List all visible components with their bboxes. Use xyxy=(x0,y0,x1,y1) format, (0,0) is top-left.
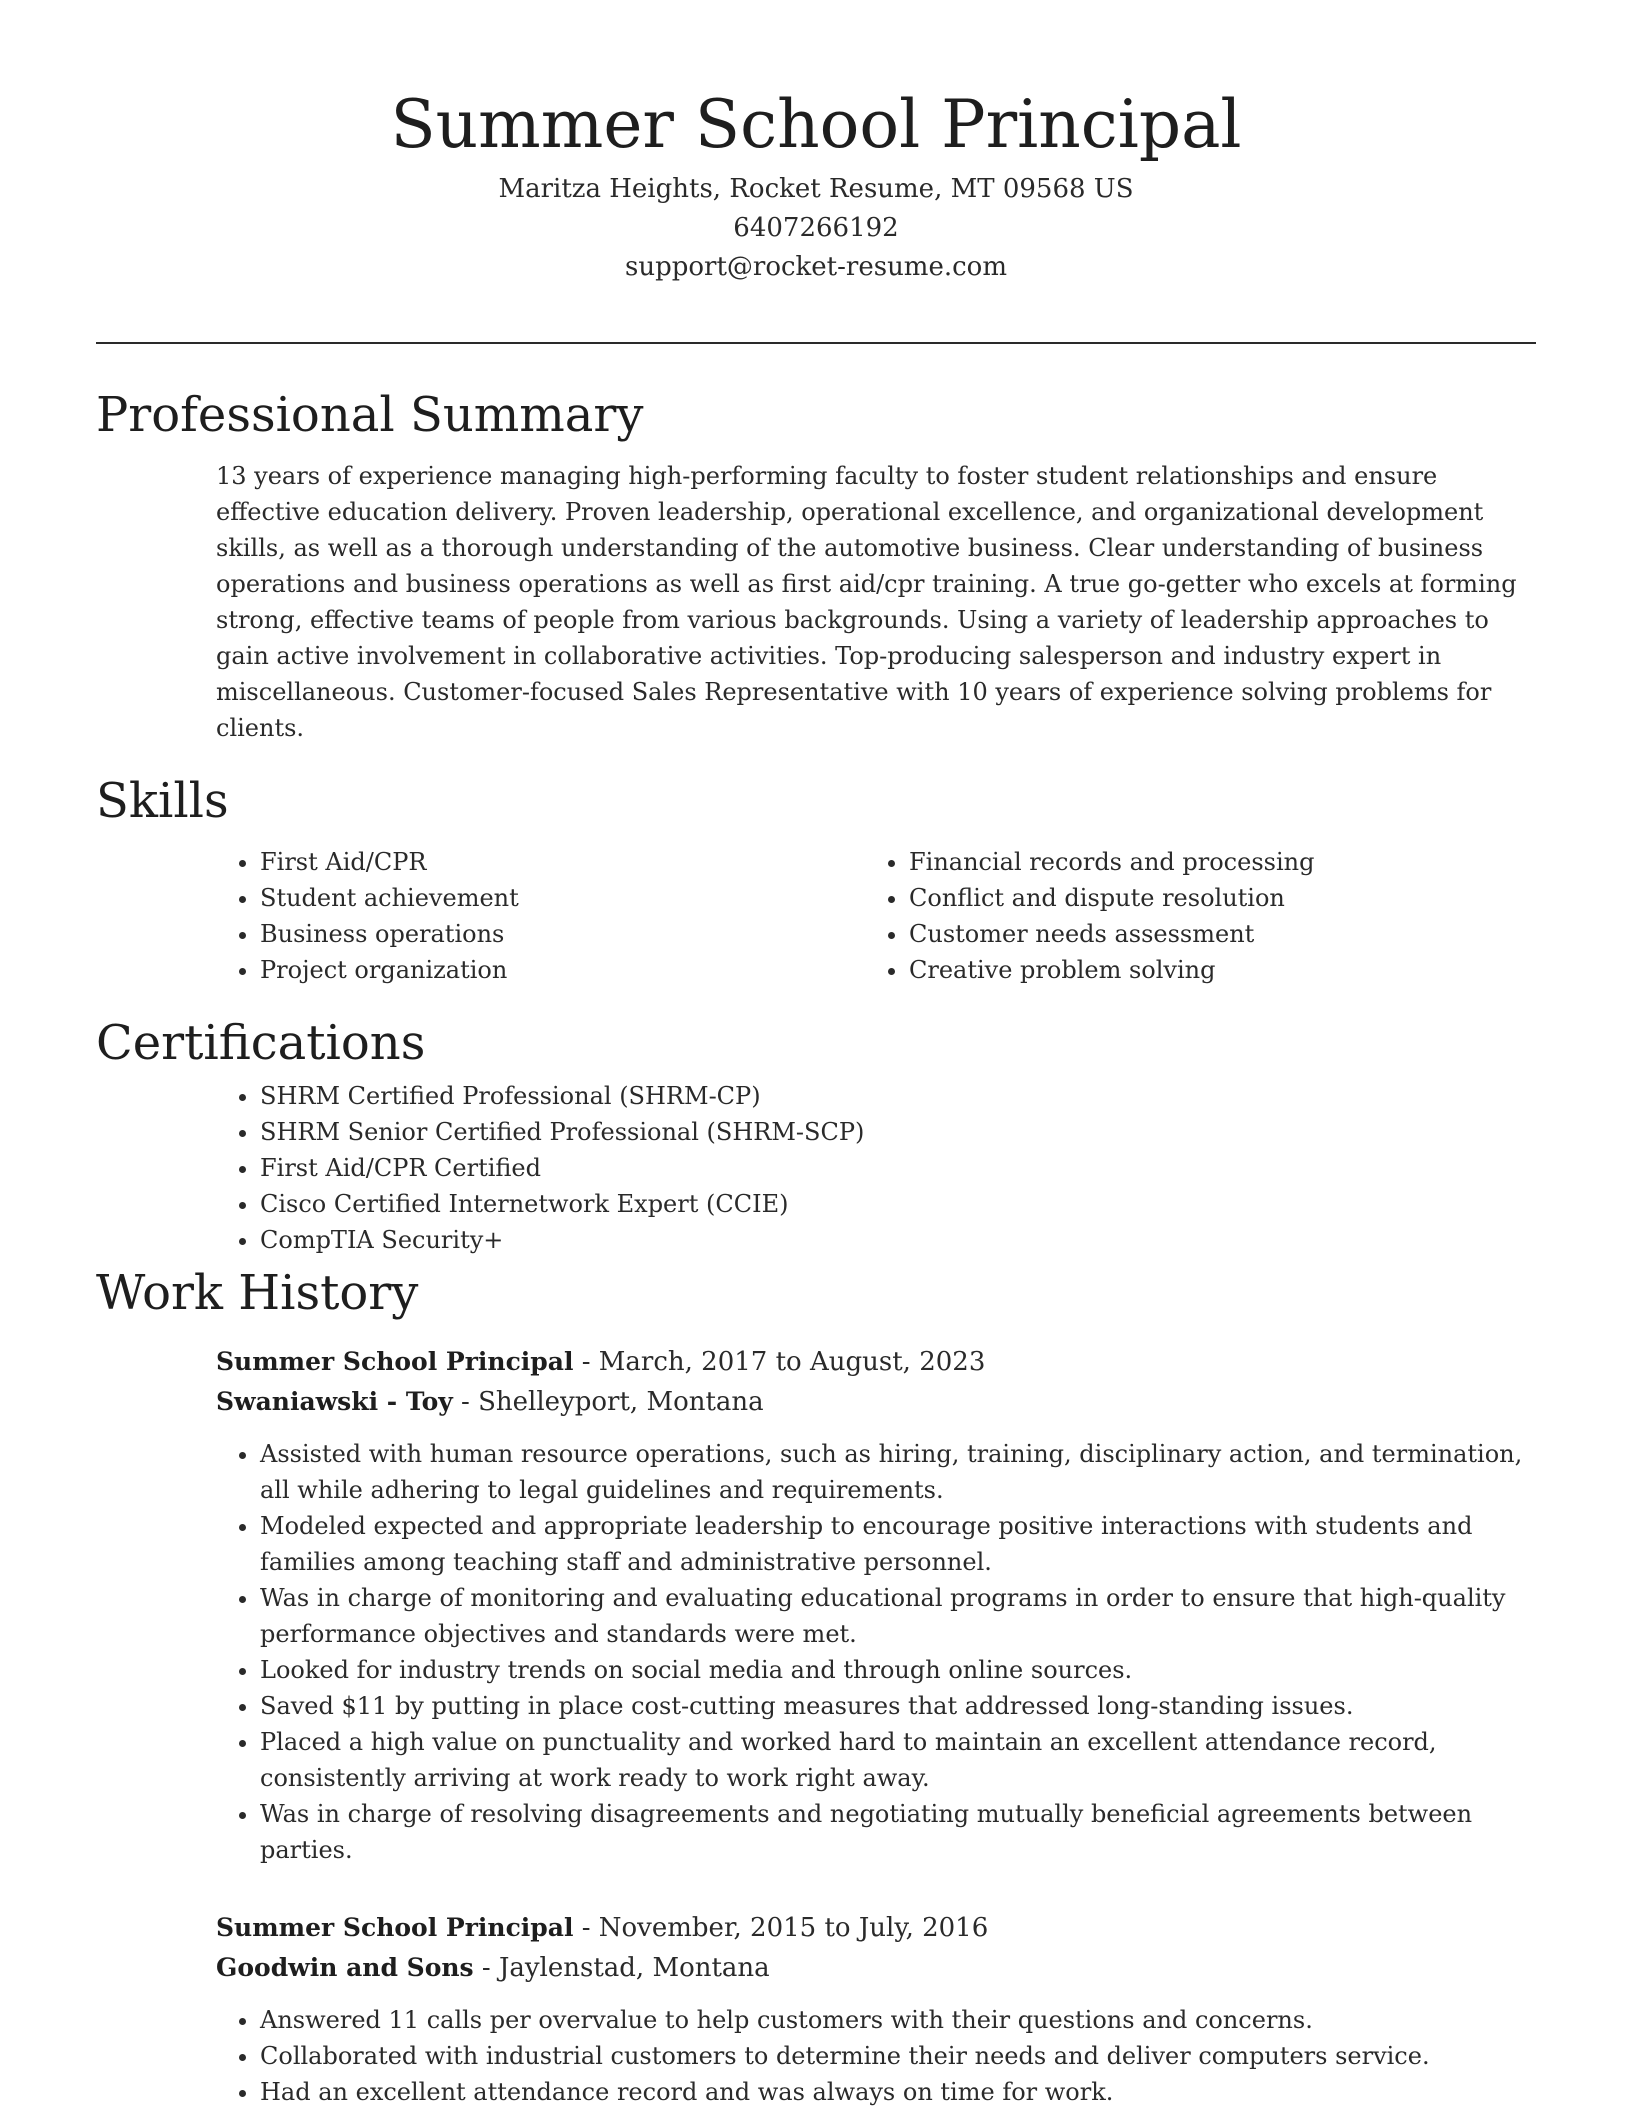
skill-item: • Creative problem solving xyxy=(909,952,1558,988)
skill-item: • Student achievement xyxy=(260,880,909,916)
job-location: - Jaylenstad, Montana xyxy=(473,1953,770,1983)
skill-item: • Project organization xyxy=(260,952,909,988)
skills-section xyxy=(96,766,1536,988)
job-role: Summer School Principal xyxy=(216,1347,574,1376)
certification-item: • First Aid/CPR Certified xyxy=(260,1150,1536,1186)
certifications-list xyxy=(96,1078,1536,1258)
section-title-summary: Professional Summary xyxy=(96,387,644,443)
skill-item: • Business operations xyxy=(260,916,909,952)
job-bullet: • Looked for industry trends on social media and through online sources. xyxy=(260,1652,1536,1688)
section-title-certifications: Certifications xyxy=(96,1015,426,1071)
header-divider xyxy=(96,342,1536,344)
section-title-work-history: Work History xyxy=(96,1265,419,1321)
job-title-line xyxy=(216,1342,1536,1382)
job-bullet: • Saved $11 by putting in place cost-cutting measures that addressed long-standing issues. xyxy=(260,1688,1536,1724)
job-role: Summer School Principal xyxy=(216,1913,574,1942)
certification-item: • SHRM Senior Certified Professional (SHRM-SCP) xyxy=(260,1114,1536,1150)
resume-body xyxy=(96,380,1536,2110)
job-bullet: • Had an excellent attendance record and was always on time for work. xyxy=(260,2074,1536,2110)
work-history-section xyxy=(96,1258,1536,2110)
resume-header xyxy=(96,80,1536,287)
certification-item: • CompTIA Security+ xyxy=(260,1222,1536,1258)
skills-column-1 xyxy=(96,844,909,988)
job-bullet: • Collaborated with industrial customers to determine their needs and deliver computers service. xyxy=(260,2038,1536,2074)
job-bullet: • Answered 11 calls per overvalue to help customers with their questions and concerns. xyxy=(260,2002,1536,2038)
job-company-line xyxy=(216,1948,1536,1988)
contact-phone: 6407266192 xyxy=(733,213,899,243)
summary-text: 13 years of experience managing high-performing faculty to foster student relationships and ensure effective education delivery. Proven leadership, operational excellence, and organizational development skills, as well as a thorough understanding of the automotive business. Clear understanding of business operations and business operations as well as first aid/cpr training. A true go-getter who excels at forming strong, effective teams of people from various backgrounds. Using a variety of leadership approaches to gain active involvement in collaborative activities. Top-producing salesperson and industry expert in miscellaneous. Customer-focused Sales Representative with 10 years of experience solving problems for clients. xyxy=(216,462,1517,742)
job-bullets xyxy=(96,1436,1536,1868)
candidate-name: Summer School Principal xyxy=(390,86,1242,163)
job-dates: - November, 2015 to July, 2016 xyxy=(573,1913,989,1943)
job-bullet: • Was in charge of resolving disagreements and negotiating mutually beneficial agreements between parties. xyxy=(260,1796,1536,1868)
job-bullet: • Modeled expected and appropriate leadership to encourage positive interactions with students and families among teaching staff and administrative personnel. xyxy=(260,1508,1536,1580)
job-bullet: • Assisted with human resource operations, such as hiring, training, disciplinary action, and termination, all while adhering to legal guidelines and requirements. xyxy=(260,1436,1536,1508)
skills-column-2 xyxy=(909,844,1558,988)
job-company: Swaniawski - Toy xyxy=(216,1387,453,1416)
job-entry xyxy=(96,1908,1536,2110)
skills-grid xyxy=(96,844,1536,988)
summary-section xyxy=(96,380,1536,746)
section-title-skills: Skills xyxy=(96,773,229,829)
skill-item: • Conflict and dispute resolution xyxy=(909,880,1558,916)
certifications-section xyxy=(96,1008,1536,1258)
skill-item: • First Aid/CPR xyxy=(260,844,909,880)
job-bullets xyxy=(96,2002,1536,2110)
job-bullet: • Placed a high value on punctuality and worked hard to maintain an excellent attendance record, consistently arriving at work ready to work right away. xyxy=(260,1724,1536,1796)
job-entry xyxy=(96,1342,1536,1868)
certification-item: • Cisco Certified Internetwork Expert (CCIE) xyxy=(260,1186,1536,1222)
job-title-line xyxy=(216,1908,1536,1948)
skill-item: • Customer needs assessment xyxy=(909,916,1558,952)
certification-item: • SHRM Certified Professional (SHRM-CP) xyxy=(260,1078,1536,1114)
job-bullet: • Was in charge of monitoring and evaluating educational programs in order to ensure that high-quality performance objectives and standards were met. xyxy=(260,1580,1536,1652)
job-company: Goodwin and Sons xyxy=(216,1953,474,1982)
contact-email: support@rocket-resume.com xyxy=(624,252,1007,282)
job-dates: - March, 2017 to August, 2023 xyxy=(573,1347,986,1377)
job-location: - Shelleyport, Montana xyxy=(452,1387,764,1417)
skill-item: • Financial records and processing xyxy=(909,844,1558,880)
contact-address: Maritza Heights, Rocket Resume, MT 09568 US xyxy=(498,174,1134,204)
job-company-line xyxy=(216,1382,1536,1422)
